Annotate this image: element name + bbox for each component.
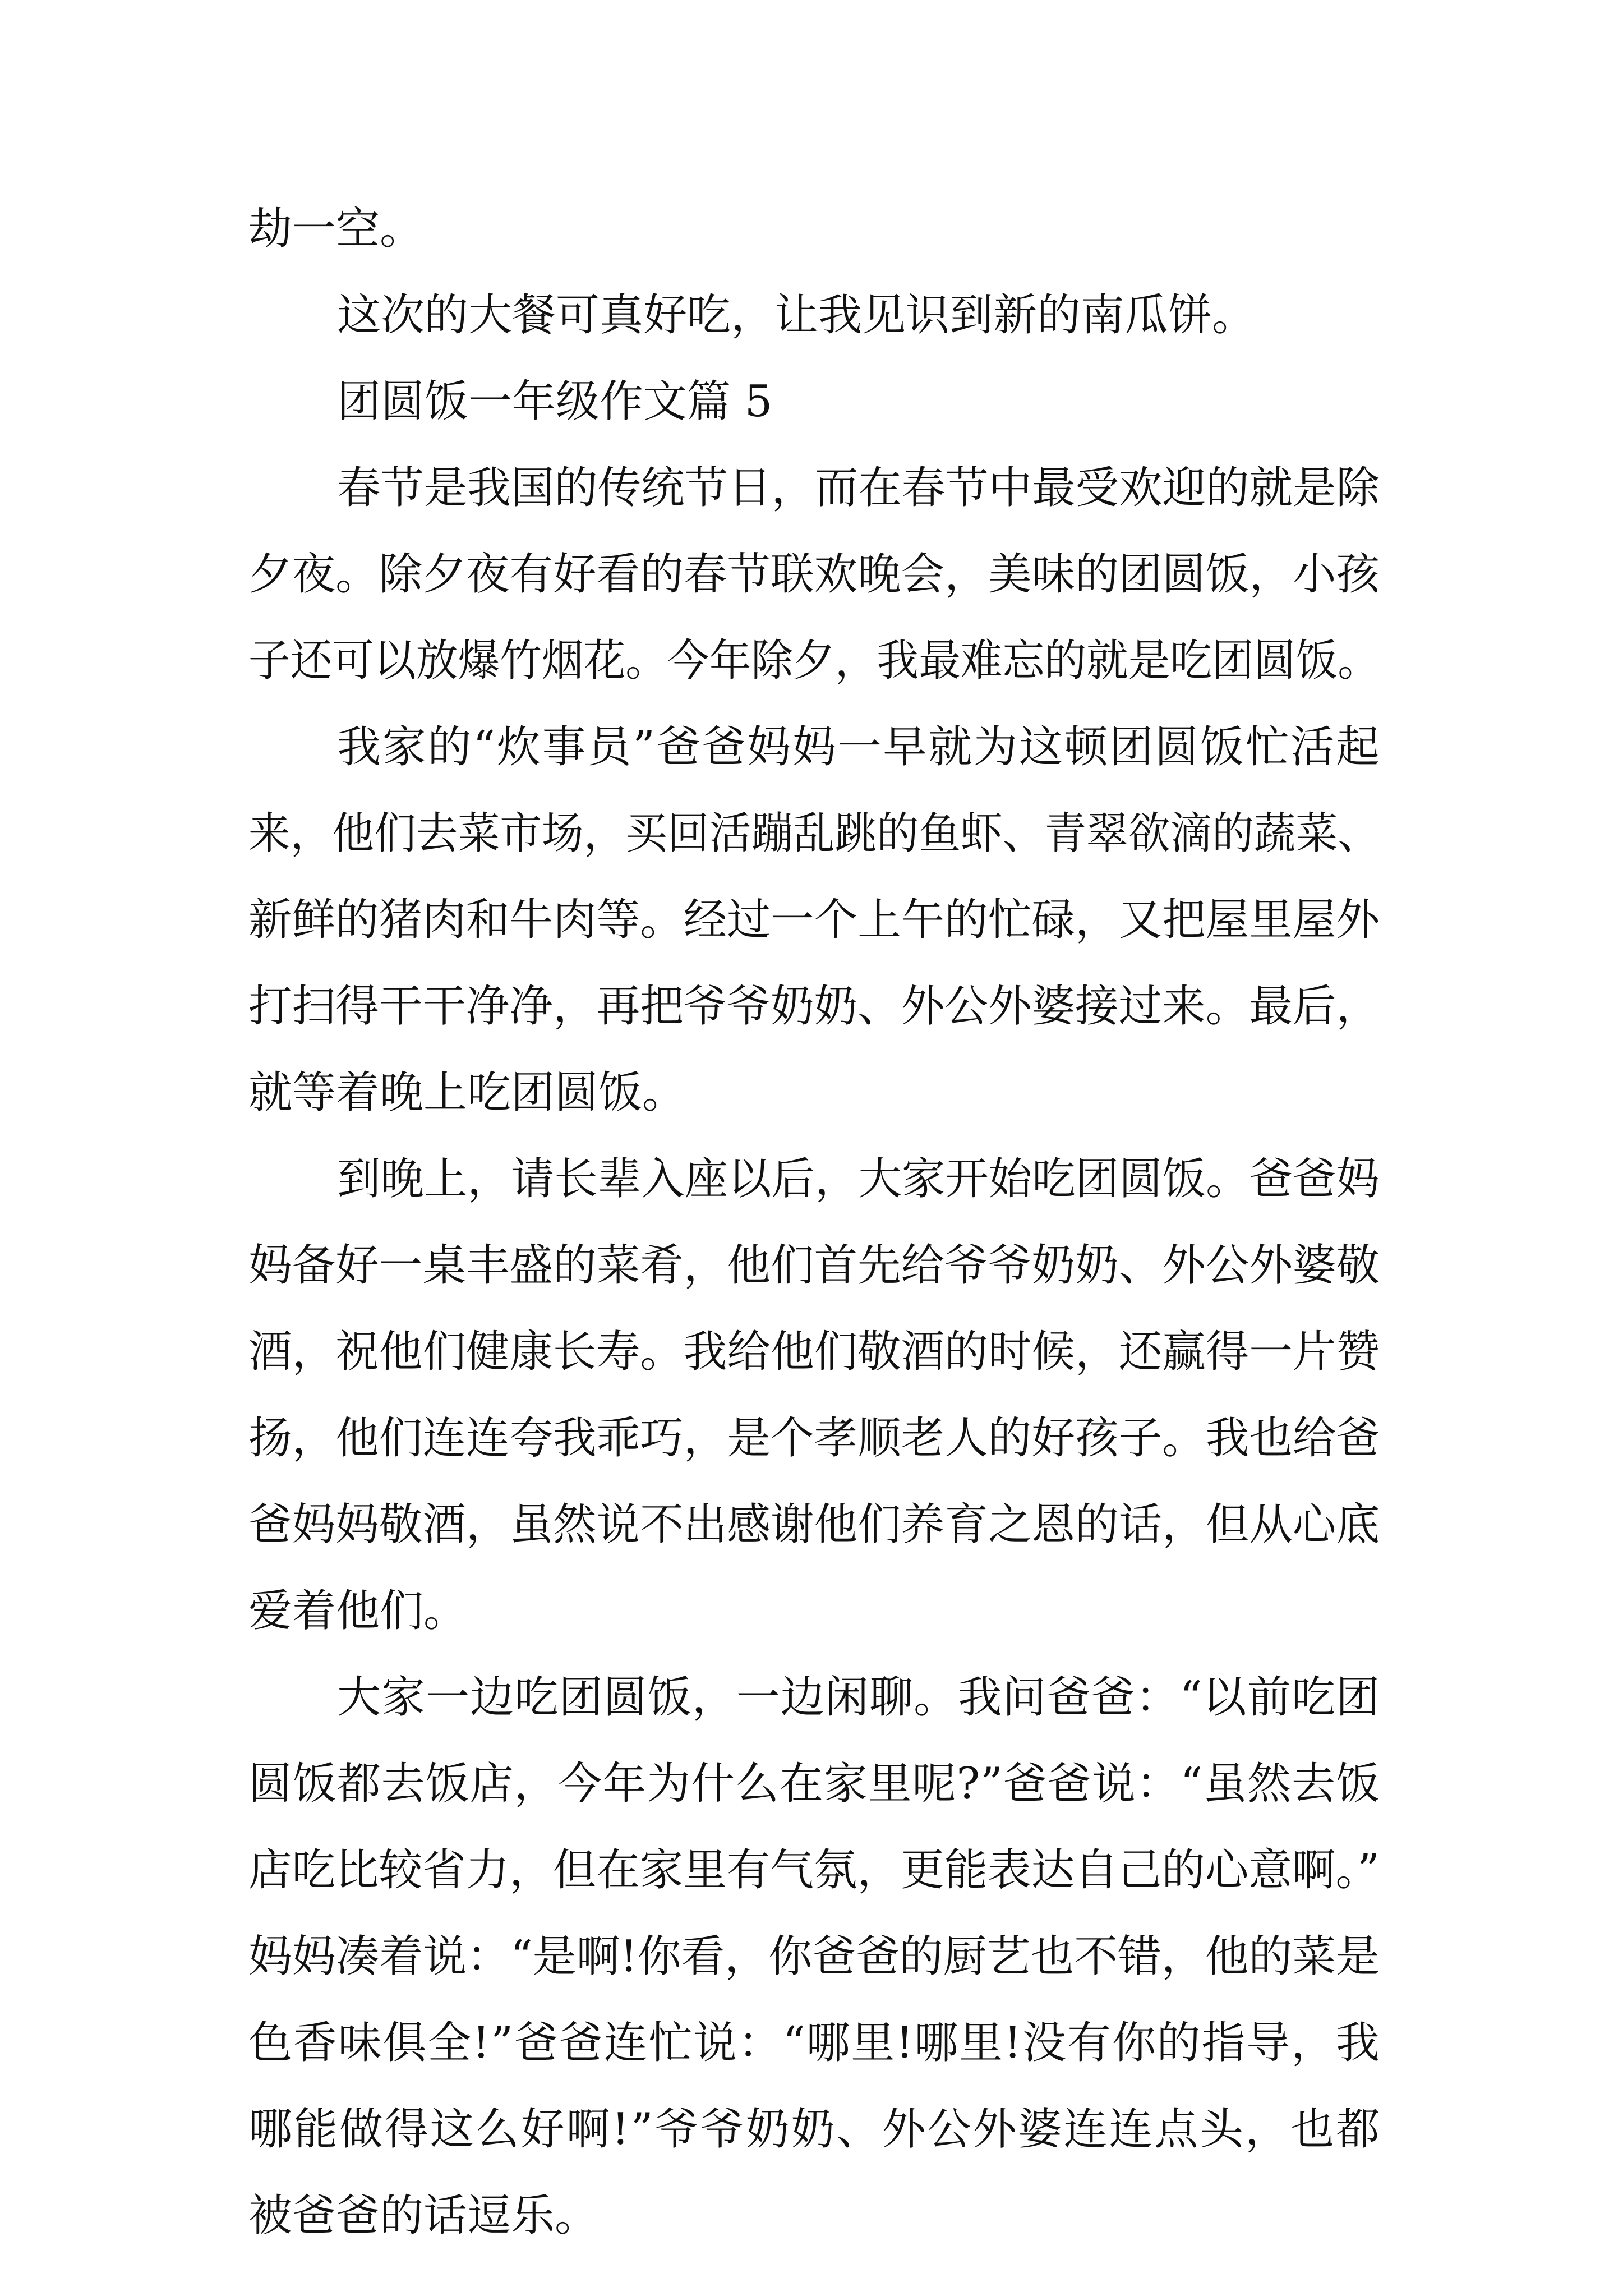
text-line: 色香味俱全!”爸爸连忙说：“哪里!哪里!没有你的指导，我 bbox=[248, 2018, 1381, 2068]
text-line: 来，他们去菜市场，买回活蹦乱跳的鱼虾、青翠欲滴的蔬菜、 bbox=[248, 808, 1380, 859]
text-line: 爸妈妈敬酒，虽然说不出感谢他们养育之恩的话，但从心底 bbox=[248, 1499, 1380, 1550]
section-heading: 团圆饭一年级作文篇 5 bbox=[337, 376, 773, 427]
text-line: 劫一空。 bbox=[248, 204, 424, 254]
text-line: 店吃比较省力，但在家里有气氛，更能表达自己的心意啊。” bbox=[248, 1845, 1380, 1895]
text-line: 就等着晚上吃团圆饭。 bbox=[248, 1068, 686, 1118]
text-line: 这次的大餐可真好吃，让我见识到新的南瓜饼。 bbox=[337, 290, 1256, 341]
text-line: 子还可以放爆竹烟花。今年除夕，我最难忘的就是吃团圆饭。 bbox=[248, 636, 1380, 686]
text-line: 酒，祝他们健康长寿。我给他们敬酒的时候，还赢得一片赞 bbox=[248, 1327, 1380, 1377]
text-line: 到晚上，请长辈入座以后，大家开始吃团圆饭。爸爸妈 bbox=[337, 1154, 1380, 1204]
text-line: 哪能做得这么好啊!”爷爷奶奶、外公外婆连连点头，也都 bbox=[248, 2104, 1381, 2155]
text-line: 大家一边吃团圆饭，一边闲聊。我问爸爸：“以前吃团 bbox=[337, 1672, 1381, 1723]
text-line: 夕夜。除夕夜有好看的春节联欢晚会，美味的团圆饭，小孩 bbox=[248, 549, 1380, 600]
text-line: 爱着他们。 bbox=[248, 1586, 468, 1636]
text-line: 妈备好一桌丰盛的菜肴，他们首先给爷爷奶奶、外公外婆敬 bbox=[248, 1240, 1380, 1291]
text-line: 妈妈凑着说：“是啊!你看，你爸爸的厨艺也不错，他的菜是 bbox=[248, 1931, 1380, 1982]
text-line: 春节是我国的传统节日，而在春节中最受欢迎的就是除 bbox=[337, 463, 1380, 513]
text-line: 被爸爸的话逗乐。 bbox=[248, 2191, 599, 2241]
text-line: 圆饭都去饭店，今年为什么在家里呢?”爸爸说：“虽然去饭 bbox=[248, 1759, 1380, 1809]
text-line: 扬，他们连连夸我乖巧，是个孝顺老人的好孩子。我也给爸 bbox=[248, 1413, 1380, 1464]
text-line: 我家的“炊事员”爸爸妈妈一早就为这顿团圆饭忙活起 bbox=[337, 722, 1381, 772]
text-line: 新鲜的猪肉和牛肉等。经过一个上午的忙碌，又把屋里屋外 bbox=[248, 895, 1380, 945]
text-line: 打扫得干干净净，再把爷爷奶奶、外公外婆接过来。最后， bbox=[248, 981, 1380, 1032]
